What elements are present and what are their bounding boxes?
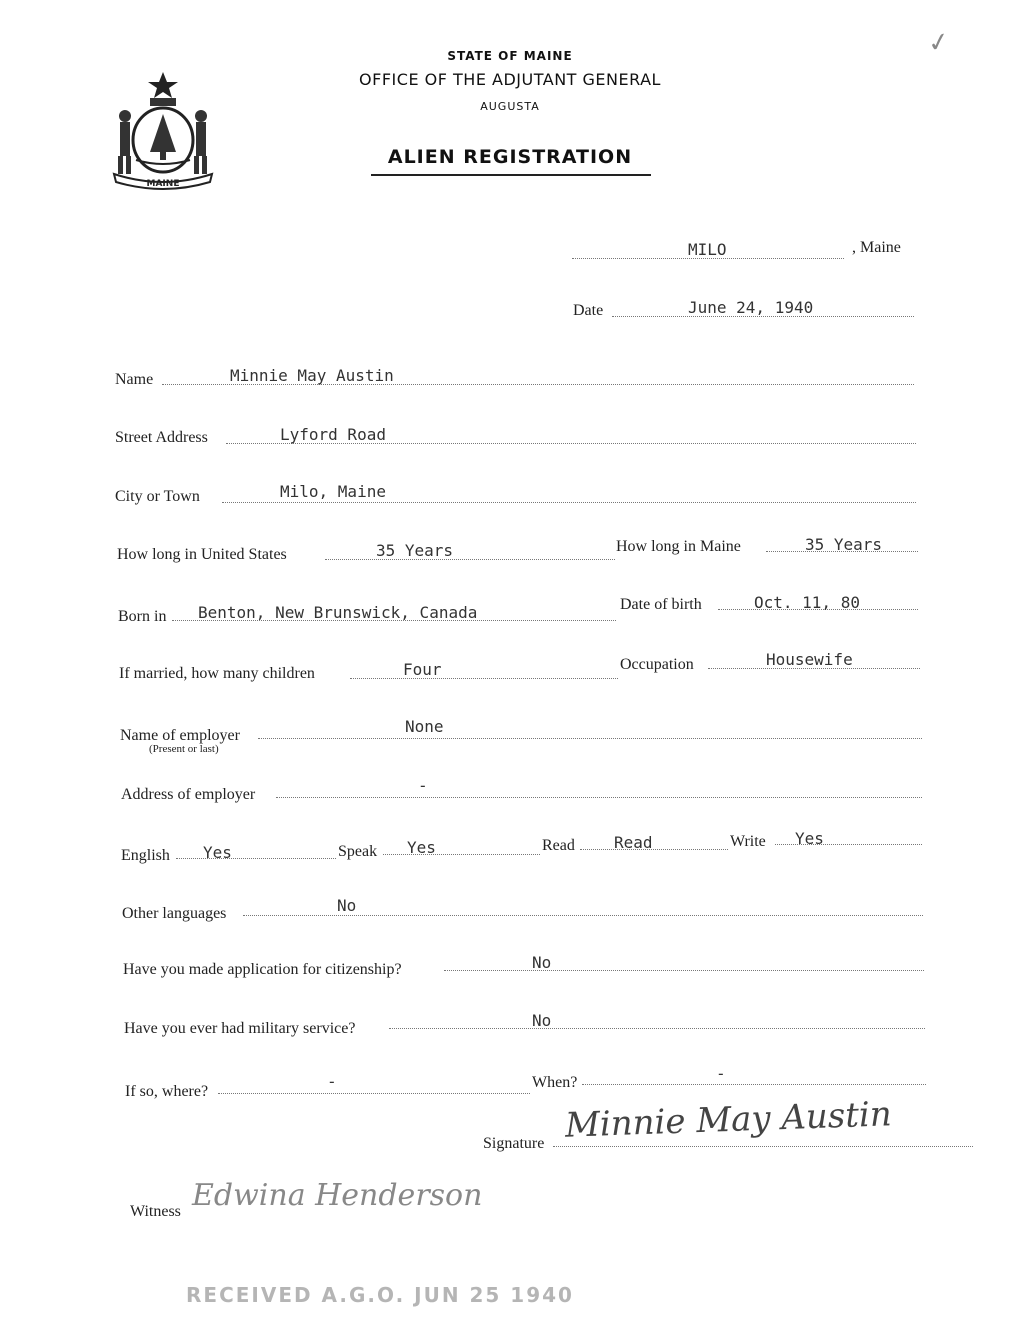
- citizenship-label: Have you made application for citizenship?: [123, 961, 402, 978]
- dob-label: Date of birth: [620, 596, 702, 613]
- witness-label: Witness: [130, 1203, 181, 1220]
- speak-value: Yes: [407, 838, 436, 857]
- how-long-maine-value: 35 Years: [805, 535, 883, 554]
- signature-value: Minnie May Austin: [564, 1094, 893, 1146]
- military-line: [389, 1028, 925, 1029]
- date-label: Date: [573, 302, 604, 319]
- signature-label: Signature: [483, 1135, 545, 1152]
- city-value: Milo, Maine: [280, 482, 386, 501]
- name-value: Minnie May Austin: [230, 366, 394, 385]
- street-value: Lyford Road: [280, 425, 386, 444]
- where-line: [218, 1093, 530, 1094]
- speak-label: Speak: [338, 843, 378, 860]
- born-in-label: Born in: [118, 608, 167, 625]
- state-heading: STATE OF MAINE: [447, 49, 573, 63]
- children-line: [350, 678, 618, 679]
- occupation-label: Occupation: [620, 656, 694, 673]
- children-value: Four: [403, 660, 442, 679]
- city-label: City or Town: [115, 488, 200, 505]
- read-label: Read: [542, 837, 575, 854]
- employer-line: [258, 738, 922, 739]
- other-languages-line: [243, 915, 923, 916]
- name-label: Name: [115, 371, 154, 388]
- write-value: Yes: [795, 829, 824, 848]
- town-value: MILO: [688, 240, 727, 259]
- employer-address-label: Address of employer: [121, 786, 256, 803]
- citizenship-value: No: [532, 953, 552, 972]
- employer-sublabel: (Present or last): [149, 743, 219, 755]
- how-long-us-value: 35 Years: [376, 541, 454, 560]
- military-value: No: [532, 1011, 552, 1030]
- born-in-value: Benton, New Brunswick, Canada: [198, 603, 478, 622]
- english-value: Yes: [203, 843, 232, 862]
- form-title: ALIEN REGISTRATION: [387, 146, 633, 168]
- children-label: If married, how many children: [119, 665, 315, 682]
- employer-address-line: [276, 797, 922, 798]
- employer-address-value: -: [418, 776, 428, 795]
- when-line: [582, 1084, 926, 1085]
- when-value: -: [716, 1064, 726, 1083]
- where-label: If so, where?: [125, 1083, 209, 1100]
- witness-signature: Edwina Henderson: [192, 1178, 483, 1213]
- maine-seal-icon: [110, 68, 216, 192]
- where-value: -: [327, 1072, 337, 1091]
- check-mark-icon: ✓: [925, 26, 953, 59]
- citizenship-line: [444, 970, 924, 971]
- city-heading: AUGUSTA: [480, 100, 540, 113]
- dob-value: Oct. 11, 80: [754, 593, 860, 612]
- how-long-us-line: [325, 559, 615, 560]
- date-value: June 24, 1940: [688, 298, 814, 317]
- read-line: [580, 849, 728, 850]
- city-line: [222, 502, 916, 503]
- english-line: [176, 858, 336, 859]
- title-underline: [371, 174, 651, 176]
- other-languages-value: No: [337, 896, 357, 915]
- how-long-maine-label: How long in Maine: [616, 538, 741, 555]
- employer-label: Name of employer: [120, 727, 240, 744]
- maine-label: , Maine: [852, 239, 901, 256]
- other-languages-label: Other languages: [122, 905, 227, 922]
- street-label: Street Address: [115, 429, 208, 446]
- signature-line: [553, 1146, 973, 1147]
- english-label: English: [121, 847, 170, 864]
- how-long-us-label: How long in United States: [117, 546, 287, 563]
- seal-banner-text: MAINE: [146, 179, 180, 189]
- office-heading: OFFICE OF THE ADJUTANT GENERAL: [359, 70, 661, 89]
- write-label: Write: [730, 833, 766, 850]
- when-label: When?: [532, 1074, 578, 1091]
- read-value: Read: [614, 833, 653, 852]
- received-stamp: RECEIVED A.G.O. JUN 25 1940: [186, 1283, 574, 1307]
- military-label: Have you ever had military service?: [124, 1020, 356, 1037]
- employer-value: None: [405, 717, 444, 736]
- occupation-value: Housewife: [766, 650, 853, 669]
